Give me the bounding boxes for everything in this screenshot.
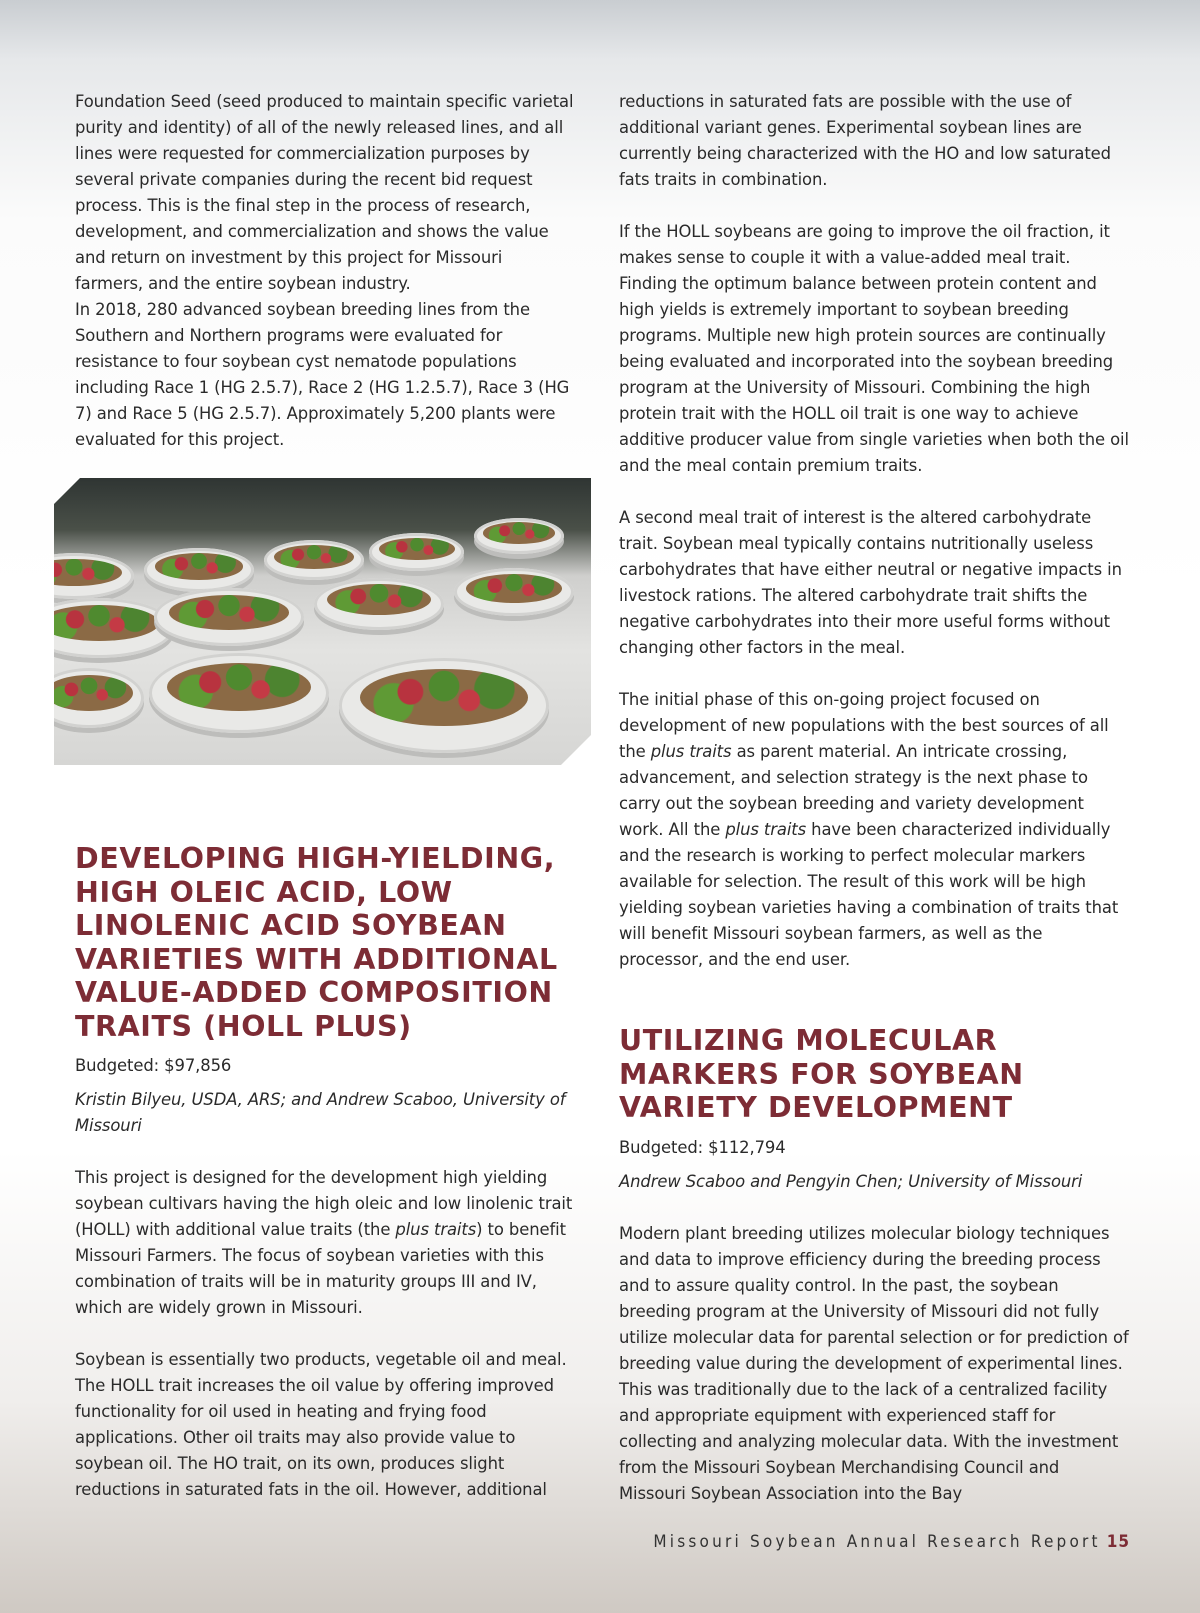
report-title: Missouri Soybean Annual Research Report: [653, 1532, 1101, 1552]
body-paragraph: The initial phase of this on-going project focused on development of new populations with the best sources of all the plus traits as parent material. An intricate crossing, advancement, and selection strategy is the next phase to carry out the soybean breeding and variety development work. All the plus traits have been characterized individually and the research is working to perfect molecular markers available for selection. The result of this work will be high yielding soybean varieties having a combination of traits that will benefit Missouri soybean farmers, as well as the processor, and the end user.: [619, 690, 1119, 969]
holl-plus-section: [75, 842, 575, 1503]
tray: [314, 578, 444, 630]
section-heading-holl-plus: DEVELOPING HIGH-YIELDING, HIGH OLEIC ACID, LOW LINOLENIC ACID SOYBEAN VARIETIES WITH ADDITIONAL VALUE-ADDED COMPOSITION TRAITS (HOLL PLUS): [75, 842, 558, 1043]
tray: [474, 518, 564, 554]
body-paragraph: A second meal trait of interest is the altered carbohydrate trait. Soybean meal typically contains nutritionally useless carbohydrates that have either neutral or negative impacts in livestock rations. The altered carbohydrate trait shifts the negative carbohydrates into their more useful forms without changing other factors in the meal.: [619, 508, 1122, 657]
tray: [454, 568, 574, 616]
molecular-markers-section: [619, 1024, 1129, 1507]
budget: Budgeted: $112,794: [619, 1137, 786, 1157]
tray: [369, 533, 464, 571]
tray: [144, 548, 254, 592]
tray: [154, 588, 304, 646]
intro-paragraph-2: In 2018, 280 advanced soybean breeding lines from the Southern and Northern programs were evaluated for resistance to four soybean cyst nematode populations including Race 1 (HG 2.5.7), Race 2 (HG 1.2.5.7), Race 3 (HG 7) and Race 5 (HG 2.5.7). Approximately 5,200 plants were evaluated for this project.: [75, 300, 570, 449]
authors: Kristin Bilyeu, USDA, ARS; and Andrew Scaboo, University of Missouri: [75, 1090, 566, 1135]
right-column: [619, 89, 1129, 973]
left-column: [75, 89, 575, 453]
page-footer: [653, 1532, 1130, 1552]
tray: [54, 668, 144, 728]
tray: [264, 540, 364, 580]
authors: Andrew Scaboo and Pengyin Chen; University of Missouri: [619, 1171, 1083, 1191]
intro-paragraph-1: Foundation Seed (seed produced to maintain specific varietal purity and identity) of all of the newly released lines, and all lines were requested for commercialization purposes by several private companies during the recent bid request process. This is the final step in the process of research, development, and commercialization and shows the value and return on investment by this project for Missouri farmers, and the entire soybean industry.: [75, 92, 574, 293]
body-paragraph: reductions in saturated fats are possible with the use of additional variant genes. Experimental soybean lines are currently being characterized with the HO and low saturated fats traits in combination.: [619, 92, 1111, 189]
budget: Budgeted: $97,856: [75, 1056, 232, 1075]
tray: [339, 658, 549, 753]
tray: [149, 653, 329, 733]
section-heading-molecular-markers: UTILIZING MOLECULAR MARKERS FOR SOYBEAN VARIETY DEVELOPMENT: [619, 1024, 1024, 1124]
body-paragraph: This project is designed for the development high yielding soybean cultivars having the high oleic and low linolenic trait (HOLL) with additional value traits (the plus traits) to benefit Missouri Farmers. The focus of soybean varieties with this combination of traits will be in maturity groups III and IV, which are widely grown in Missouri.: [75, 1168, 573, 1317]
body-paragraph: If the HOLL soybeans are going to improve the oil fraction, it makes sense to couple it with a value-added meal trait. Finding the optimum balance between protein content and high yields is extremely important to soybean breeding programs. Multiple new high protein sources are continually being evaluated and incorporated into the soybean breeding program at the University of Missouri. Combining the high protein trait with the HOLL oil trait is one way to achieve additive producer value from single varieties when both the oil and the meal contain premium traits.: [619, 222, 1129, 475]
body-paragraph: Soybean is essentially two products, vegetable oil and meal. The HOLL trait increases the oil value by offering improved functionality for oil used in heating and frying food applications. Other oil traits may also provide value to soybean oil. The HO trait, on its own, produces slight reductions in saturated fats in the oil. However, additional: [75, 1350, 567, 1499]
body-paragraph: Modern plant breeding utilizes molecular biology techniques and data to improve efficiency during the breeding process and to assure quality control. In the past, the soybean breeding program at the University of Missouri did not fully utilize molecular data for parental selection or for prediction of breeding value during the development of experimental lines. This was traditionally due to the lack of a centralized facility and appropriate equipment with experienced staff for collecting and analyzing molecular data. With the investment from the Missouri Soybean Merchandising Council and Missouri Soybean Association into the Bay: [619, 1223, 1129, 1503]
tray: [54, 598, 174, 658]
seedling-trays-photo: [54, 478, 591, 765]
page-number: 15: [1106, 1532, 1130, 1552]
tray: [54, 553, 134, 599]
